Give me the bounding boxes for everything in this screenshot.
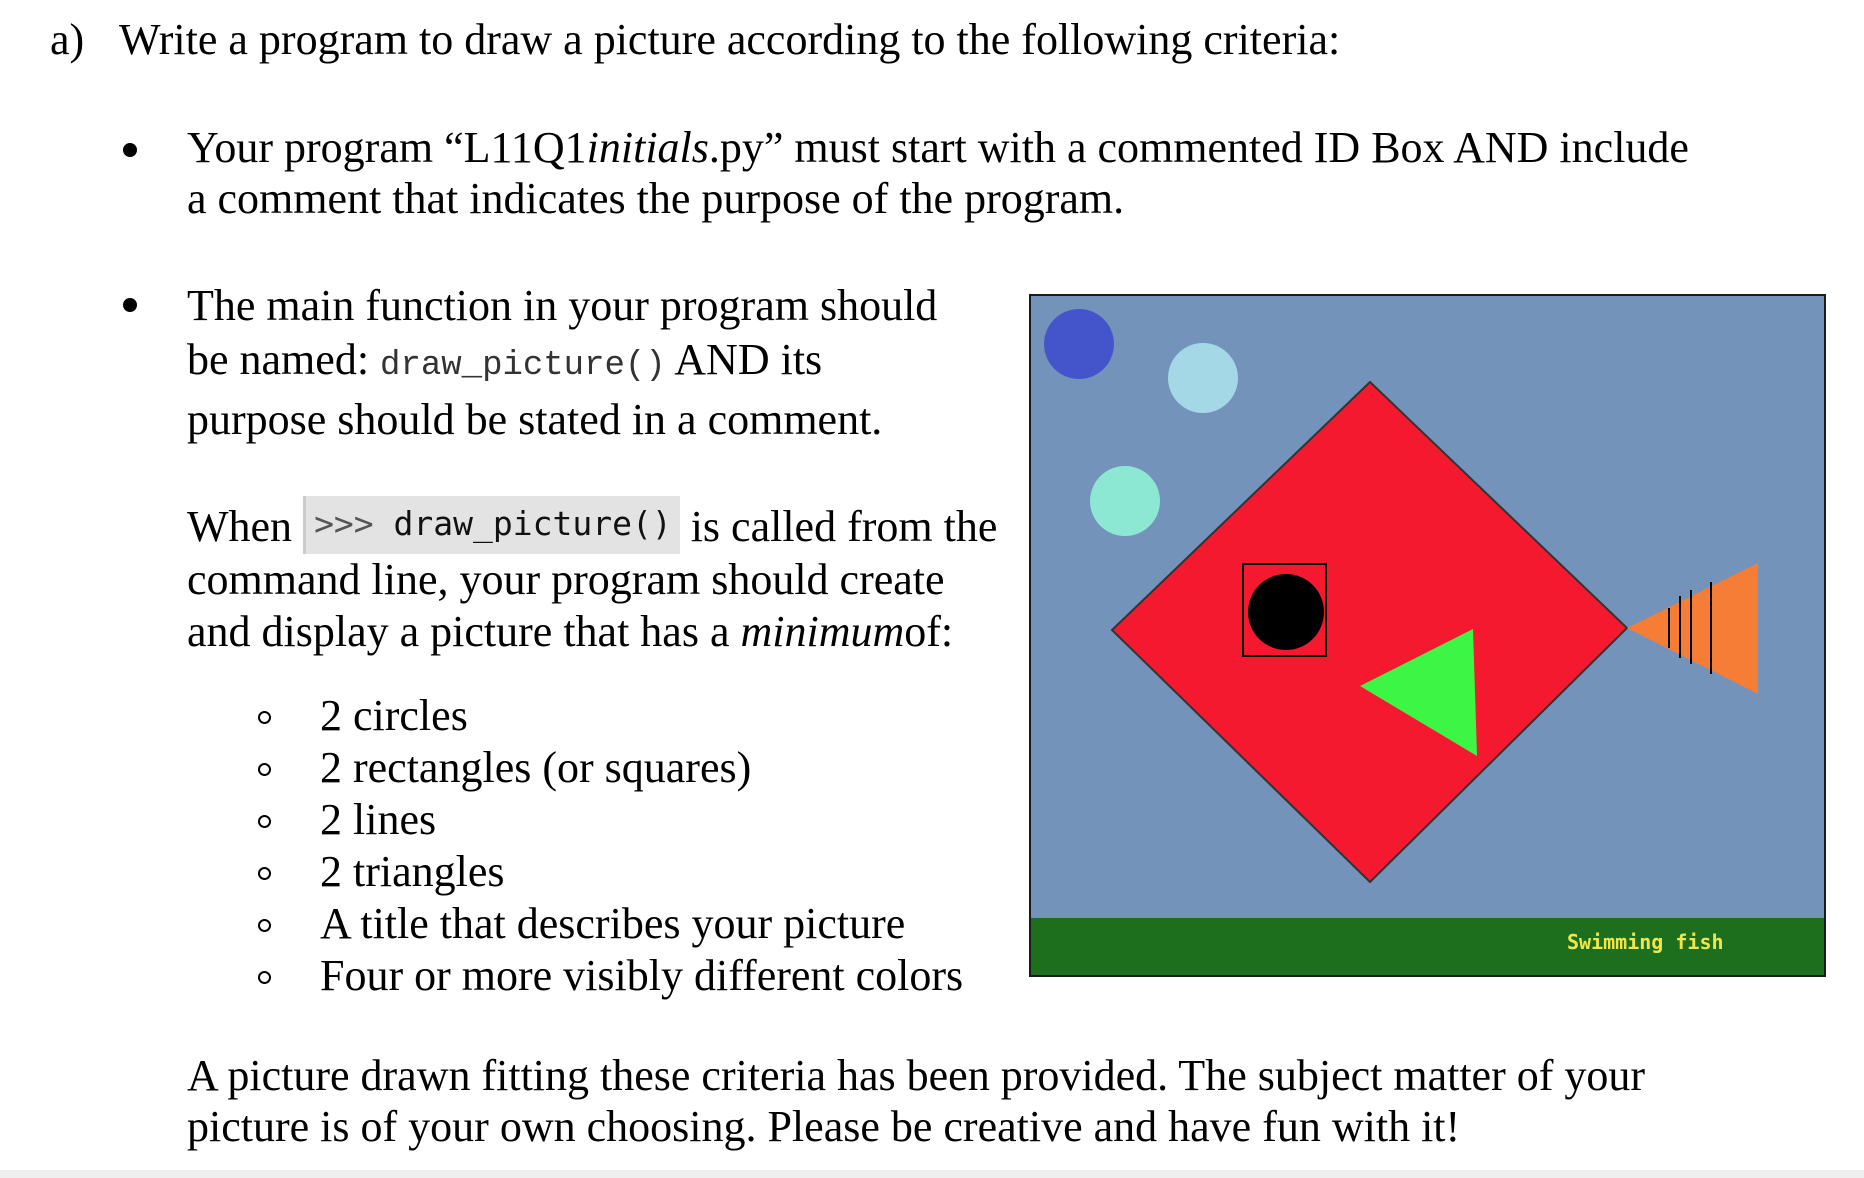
list-item: 2 lines — [320, 795, 437, 844]
closing-line1: A picture drawn fitting these criteria has been provided. The subject matter of your — [187, 1051, 1646, 1100]
bullet2-line3: purpose should be stated in a comment. — [187, 395, 883, 444]
bullet1-text — [187, 122, 1689, 224]
list-item: 2 triangles — [320, 847, 505, 896]
closing-line2: picture is of your own choosing. Please be creative and have fun with it! — [187, 1102, 1461, 1151]
repl-snippet — [303, 496, 680, 554]
bullet2-line6-suffix: of: — [904, 607, 954, 656]
closing-paragraph — [187, 1050, 1645, 1152]
bullet2-text-top — [187, 279, 937, 447]
bullet1-suffix: .py” must start with a commented ID Box AND include — [708, 123, 1689, 172]
list-item: Four or more visibly different colors — [320, 951, 964, 1000]
picture-caption: Swimming fish — [1567, 930, 1724, 954]
bubble-light — [1168, 343, 1238, 413]
bullet1-prefix: Your program “L11Q1 — [187, 123, 587, 172]
question-heading: Write a program to draw a picture according to the following criteria: — [119, 15, 1341, 64]
bullet2-line6-prefix: and display a picture that has a — [187, 607, 730, 656]
circle-bullet-icon — [258, 919, 271, 932]
circle-bullet-icon — [258, 763, 271, 776]
list-item: 2 rectangles (or squares) — [320, 743, 752, 792]
circle-bullet-icon — [258, 815, 271, 828]
fish-picture — [1029, 294, 1826, 977]
bullet2-line2-prefix: be named: — [187, 335, 370, 384]
bullet1-line2: a comment that indicates the purpose of the program. — [187, 174, 1125, 223]
bullet1-italic: initials — [586, 123, 709, 172]
question-label: a) — [50, 15, 85, 64]
bullet-icon — [123, 298, 137, 312]
fish-eye — [1248, 574, 1324, 650]
list-item: A title that describes your picture — [320, 899, 906, 948]
bullet2-line2-suffix: AND its — [674, 335, 823, 384]
circle-bullet-icon — [258, 971, 271, 984]
bubble-dark — [1044, 309, 1114, 379]
bubble-mint — [1090, 466, 1160, 536]
repl-prompt: >>> — [314, 504, 374, 543]
repl-call: draw_picture() — [393, 504, 672, 543]
circle-bullet-icon — [258, 711, 271, 724]
circle-bullet-icon — [258, 867, 271, 880]
bullet2-line1: The main function in your program should — [187, 281, 938, 330]
bullet2-text-bottom — [187, 496, 997, 658]
bullet2-line5: command line, your program should create — [187, 555, 945, 604]
when-suffix: is called from the — [690, 502, 998, 551]
page-bottom-edge — [0, 1170, 1864, 1178]
function-name: draw_picture() — [380, 347, 666, 385]
bullet2-line6-italic: minimum — [740, 607, 905, 656]
bullet-icon — [123, 143, 137, 157]
list-item: 2 circles — [320, 691, 468, 740]
when-prefix: When — [187, 502, 293, 551]
